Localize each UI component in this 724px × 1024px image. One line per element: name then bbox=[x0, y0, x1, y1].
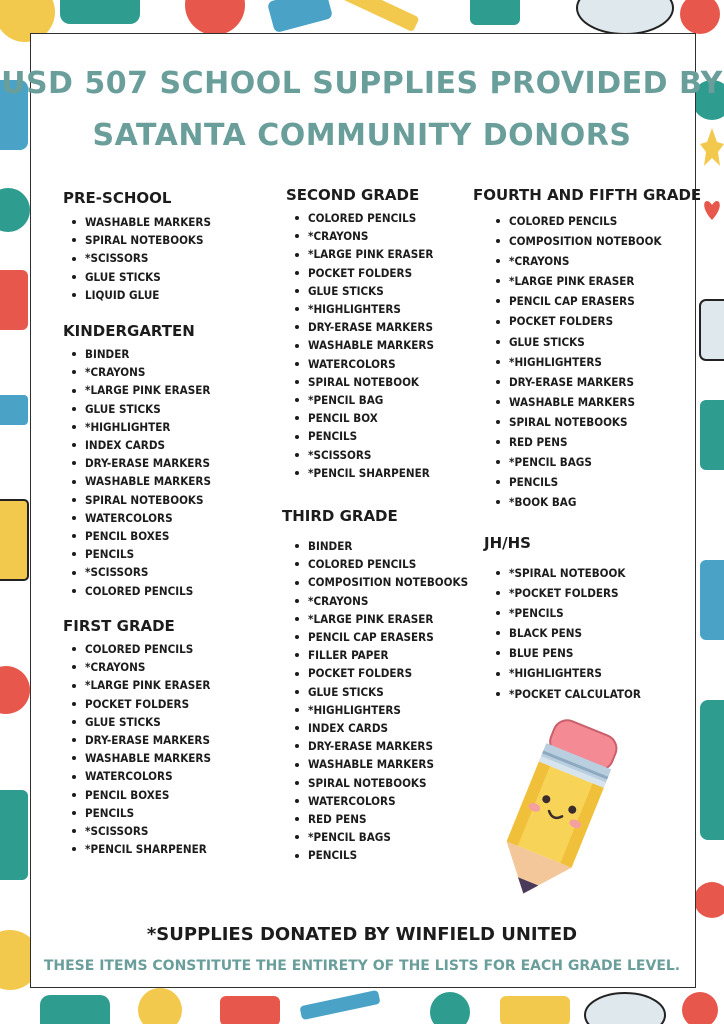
list-item: SPIRAL NOTEBOOKS bbox=[487, 412, 701, 432]
list-item: *PENCIL SHARPENER bbox=[286, 464, 434, 482]
list-item: *CRAYONS bbox=[286, 227, 434, 245]
list-item: *POCKET CALCULATOR bbox=[487, 684, 641, 704]
decor-shape bbox=[0, 790, 28, 880]
list-item: *PENCIL BAGS bbox=[487, 452, 701, 472]
list-item: SPIRAL NOTEBOOKS bbox=[63, 231, 211, 249]
list-item: RED PENS bbox=[286, 810, 468, 828]
decor-shape bbox=[470, 0, 520, 25]
list-item: PENCIL BOXES bbox=[63, 786, 211, 804]
list-item: *HIGHLIGHTERS bbox=[286, 300, 434, 318]
list-item: *POCKET FOLDERS bbox=[487, 583, 641, 603]
list-item: PENCILS bbox=[286, 427, 434, 445]
list-kindergarten bbox=[63, 345, 211, 600]
list-item: WASHABLE MARKERS bbox=[286, 755, 468, 773]
list-item: COMPOSITION NOTEBOOK bbox=[487, 231, 701, 251]
list-item: SPIRAL NOTEBOOKS bbox=[286, 774, 468, 792]
list-item: *HIGHLIGHTERS bbox=[286, 701, 468, 719]
list-item: *LARGE PINK ERASER bbox=[286, 245, 434, 263]
section-fourth-fifth-grade bbox=[473, 185, 701, 512]
section-kindergarten bbox=[63, 321, 211, 600]
list-item: *SCISSORS bbox=[286, 446, 434, 464]
section-heading-jhhs: JH/HS bbox=[484, 534, 531, 552]
list-item: WASHABLE MARKERS bbox=[63, 213, 211, 231]
list-item: *LARGE PINK ERASER bbox=[286, 610, 468, 628]
decor-shape bbox=[700, 560, 724, 640]
list-item: WASHABLE MARKERS bbox=[63, 749, 211, 767]
list-second-grade bbox=[286, 209, 434, 482]
decor-shape bbox=[700, 700, 724, 840]
list-item: FILLER PAPER bbox=[286, 646, 468, 664]
decor-shape bbox=[577, 0, 673, 34]
page-title-line-1: USD 507 SCHOOL SUPPLIES PROVIDED BY bbox=[1, 66, 723, 101]
list-item: PENCILS bbox=[286, 846, 468, 864]
decor-shape bbox=[299, 990, 380, 1020]
list-item: *CRAYONS bbox=[63, 658, 211, 676]
decor-shape bbox=[430, 992, 470, 1024]
decor-shape bbox=[185, 0, 245, 35]
decor-shape bbox=[340, 0, 419, 32]
list-item: DRY-ERASE MARKERS bbox=[63, 454, 211, 472]
list-item: DRY-ERASE MARKERS bbox=[286, 737, 468, 755]
list-item: PENCIL BOX bbox=[286, 409, 434, 427]
section-heading-kindergarten: KINDERGARTEN bbox=[63, 322, 195, 340]
list-item: POCKET FOLDERS bbox=[286, 264, 434, 282]
list-item: PENCILS bbox=[63, 804, 211, 822]
decor-shape bbox=[682, 992, 718, 1024]
list-item: WASHABLE MARKERS bbox=[487, 392, 701, 412]
list-item: COMPOSITION NOTEBOOKS bbox=[286, 573, 468, 591]
decor-shape bbox=[700, 400, 724, 470]
list-item: PENCIL BOXES bbox=[63, 527, 211, 545]
list-item: COLORED PENCILS bbox=[286, 209, 434, 227]
list-first-grade bbox=[63, 640, 211, 858]
decor-shape bbox=[0, 395, 28, 425]
list-item: POCKET FOLDERS bbox=[487, 311, 701, 331]
list-item: LIQUID GLUE bbox=[63, 286, 211, 304]
list-item: *PENCIL BAG bbox=[286, 391, 434, 409]
list-item: *LARGE PINK ERASER bbox=[487, 271, 701, 291]
list-item: *SCISSORS bbox=[63, 563, 211, 581]
list-item: PENCIL CAP ERASERS bbox=[286, 628, 468, 646]
section-jhhs bbox=[484, 533, 641, 704]
list-item: BLACK PENS bbox=[487, 623, 641, 643]
list-item: WASHABLE MARKERS bbox=[63, 472, 211, 490]
section-heading-fourth-fifth-grade: FOURTH AND FIFTH GRADE bbox=[473, 186, 702, 204]
list-item: WATERCOLORS bbox=[286, 792, 468, 810]
list-item: WATERCOLORS bbox=[286, 355, 434, 373]
list-item: *PENCILS bbox=[487, 603, 641, 623]
list-item: *SCISSORS bbox=[63, 822, 211, 840]
section-second-grade bbox=[286, 185, 434, 482]
list-item: WATERCOLORS bbox=[63, 767, 211, 785]
decor-shape bbox=[220, 996, 280, 1024]
list-item: COLORED PENCILS bbox=[63, 582, 211, 600]
list-item: *SPIRAL NOTEBOOK bbox=[487, 563, 641, 583]
decor-shape bbox=[585, 993, 665, 1024]
decor-shape bbox=[0, 666, 30, 714]
list-item: *HIGHLIGHTERS bbox=[487, 663, 641, 683]
list-item: *PENCIL SHARPENER bbox=[63, 840, 211, 858]
list-item: PENCILS bbox=[487, 472, 701, 492]
decor-shape bbox=[60, 0, 140, 24]
section-first-grade bbox=[63, 616, 211, 858]
list-item: PENCILS bbox=[63, 545, 211, 563]
list-item: PENCIL CAP ERASERS bbox=[487, 291, 701, 311]
list-item: POCKET FOLDERS bbox=[286, 664, 468, 682]
list-item: GLUE STICKS bbox=[286, 683, 468, 701]
list-item: COLORED PENCILS bbox=[63, 640, 211, 658]
list-item: INDEX CARDS bbox=[63, 436, 211, 454]
list-item: *LARGE PINK ERASER bbox=[63, 381, 211, 399]
list-third-grade bbox=[286, 537, 468, 865]
list-item: WASHABLE MARKERS bbox=[286, 336, 434, 354]
list-preschool bbox=[63, 213, 211, 304]
list-item: POCKET FOLDERS bbox=[63, 695, 211, 713]
list-item: *PENCIL BAGS bbox=[286, 828, 468, 846]
list-item: BLUE PENS bbox=[487, 643, 641, 663]
section-heading-second-grade: SECOND GRADE bbox=[286, 186, 420, 204]
list-item: WATERCOLORS bbox=[63, 509, 211, 527]
list-item: *BOOK BAG bbox=[487, 492, 701, 512]
list-item: DRY-ERASE MARKERS bbox=[286, 318, 434, 336]
decor-shape bbox=[680, 0, 720, 34]
list-item: *CRAYONS bbox=[487, 251, 701, 271]
list-item: *HIGHLIGHTER bbox=[63, 418, 211, 436]
smiling-pencil-icon bbox=[478, 700, 638, 910]
list-item: GLUE STICKS bbox=[63, 713, 211, 731]
footer-donor-note: *SUPPLIES DONATED BY WINFIELD UNITED bbox=[146, 924, 578, 945]
list-item: SPIRAL NOTEBOOK bbox=[286, 373, 434, 391]
list-item: RED PENS bbox=[487, 432, 701, 452]
list-fourth-fifth-grade bbox=[487, 211, 701, 512]
list-item: *HIGHLIGHTERS bbox=[487, 352, 701, 372]
decor-shape bbox=[0, 270, 28, 330]
decor-shape bbox=[138, 988, 182, 1024]
list-item: GLUE STICKS bbox=[487, 332, 701, 352]
section-heading-first-grade: FIRST GRADE bbox=[63, 617, 175, 635]
list-item: DRY-ERASE MARKERS bbox=[63, 731, 211, 749]
list-item: GLUE STICKS bbox=[286, 282, 434, 300]
list-item: COLORED PENCILS bbox=[286, 555, 468, 573]
list-item: COLORED PENCILS bbox=[487, 211, 701, 231]
list-jhhs bbox=[487, 563, 641, 704]
list-item: GLUE STICKS bbox=[63, 268, 211, 286]
decor-shape bbox=[0, 500, 28, 580]
decor-shape bbox=[700, 300, 724, 360]
page-title-line-2: SATANTA COMMUNITY DONORS bbox=[92, 118, 632, 153]
list-item: SPIRAL NOTEBOOKS bbox=[63, 491, 211, 509]
decor-shape bbox=[694, 882, 724, 918]
heart-icon bbox=[704, 201, 720, 220]
section-third-grade bbox=[282, 506, 468, 865]
decor-shape bbox=[500, 996, 570, 1024]
list-item: BINDER bbox=[286, 537, 468, 555]
list-item: DRY-ERASE MARKERS bbox=[487, 372, 701, 392]
decor-shape bbox=[40, 995, 110, 1024]
list-item: *CRAYONS bbox=[286, 592, 468, 610]
list-item: *SCISSORS bbox=[63, 249, 211, 267]
decor-shape bbox=[0, 188, 30, 232]
list-item: *LARGE PINK ERASER bbox=[63, 676, 211, 694]
footer-disclaimer: THESE ITEMS CONSTITUTE THE ENTIRETY OF THE LISTS FOR EACH GRADE LEVEL. bbox=[43, 958, 681, 974]
list-item: INDEX CARDS bbox=[286, 719, 468, 737]
decor-shape bbox=[267, 0, 333, 33]
list-item: *CRAYONS bbox=[63, 363, 211, 381]
section-preschool bbox=[63, 188, 211, 304]
list-item: GLUE STICKS bbox=[63, 400, 211, 418]
section-heading-third-grade: THIRD GRADE bbox=[282, 507, 398, 525]
section-heading-preschool: PRE-SCHOOL bbox=[63, 189, 172, 207]
list-item: BINDER bbox=[63, 345, 211, 363]
